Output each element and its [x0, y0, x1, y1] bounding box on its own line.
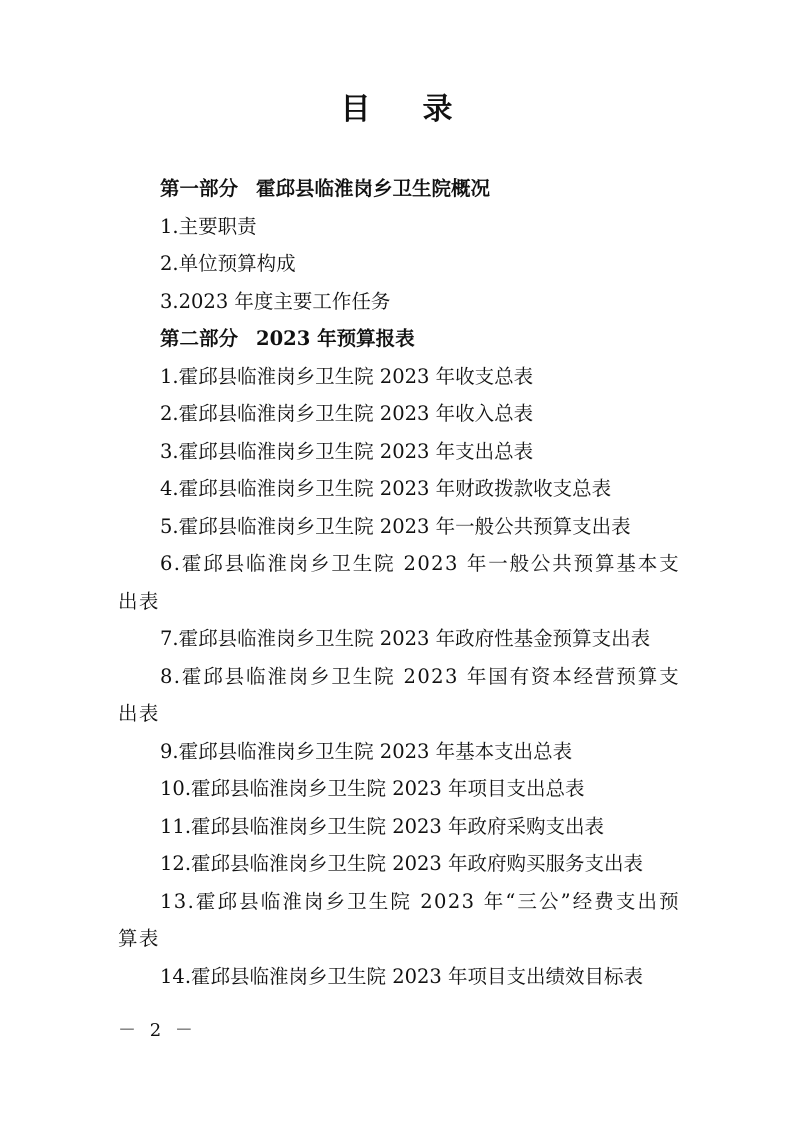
toc-item: 8.霍邱县临淮岗乡卫生院 2023 年国有资本经营预算支出表	[118, 664, 680, 725]
toc-item: 7.霍邱县临淮岗乡卫生院 2023 年政府性基金预算支出表	[160, 627, 651, 650]
toc-item: 3.霍邱县临淮岗乡卫生院 2023 年支出总表	[160, 439, 534, 463]
section-label: 第一部分	[160, 177, 239, 200]
section-label: 第二部分	[160, 327, 239, 350]
toc-item: 4.霍邱县临淮岗乡卫生院 2023 年财政拨款收支总表	[160, 477, 612, 500]
toc-item: 1.主要职责	[160, 214, 257, 238]
toc-section-part1	[118, 170, 680, 208]
toc-item: 13.霍邱县临淮岗乡卫生院 2023 年“三公”经费支出预算表	[118, 889, 680, 950]
toc-item: 12.霍邱县临淮岗乡卫生院 2023 年政府购买服务支出表	[160, 852, 644, 875]
table-of-contents	[118, 170, 680, 995]
section-name: 霍邱县临淮岗乡卫生院概况	[256, 177, 491, 200]
page-title: 目录	[340, 92, 505, 127]
toc-item: 11.霍邱县临淮岗乡卫生院 2023 年政府采购支出表	[160, 814, 605, 838]
toc-item: 1.霍邱县临淮岗乡卫生院 2023 年收支总表	[160, 364, 534, 388]
toc-section-part2	[118, 320, 680, 358]
toc-item: 5.霍邱县临淮岗乡卫生院 2023 年一般公共预算支出表	[160, 514, 631, 538]
toc-item: 14.霍邱县临淮岗乡卫生院 2023 年项目支出绩效目标表	[160, 964, 644, 988]
toc-item: 10.霍邱县临淮岗乡卫生院 2023 年项目支出总表	[160, 777, 585, 800]
toc-item: 2.霍邱县临淮岗乡卫生院 2023 年收入总表	[160, 402, 534, 425]
page-number: － 2 －	[118, 1020, 197, 1041]
toc-item: 3.2023 年度主要工作任务	[160, 289, 391, 313]
section-name: 2023 年预算报表	[256, 327, 415, 350]
toc-item: 2.单位预算构成	[160, 252, 296, 275]
toc-item: 6.霍邱县临淮岗乡卫生院 2023 年一般公共预算基本支出表	[118, 552, 680, 613]
toc-item: 9.霍邱县临淮岗乡卫生院 2023 年基本支出总表	[160, 739, 573, 763]
